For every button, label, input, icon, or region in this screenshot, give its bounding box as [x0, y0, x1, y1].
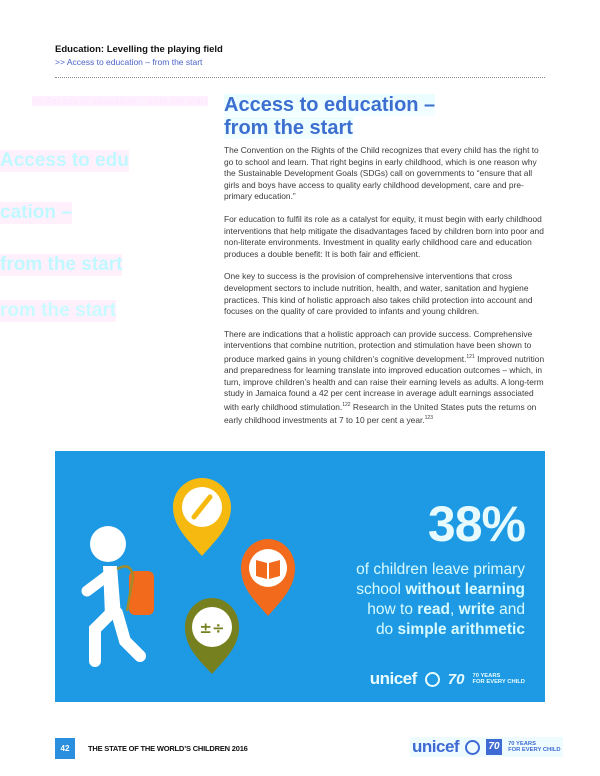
seventy-logo: 70	[486, 739, 502, 755]
stat-text: and	[494, 601, 525, 618]
globe-icon	[465, 740, 480, 755]
ghost-text: cation –	[0, 202, 72, 223]
anniversary-tagline	[472, 673, 525, 686]
article-body	[224, 145, 546, 438]
footer-unicef-logo	[410, 737, 563, 757]
stat-percentage: 38%	[427, 496, 525, 552]
tagline-line: 70 YEARS	[472, 672, 501, 679]
paragraph: One key to success is the provision of comprehensive interventions that cross development sectors to include nutrition, health, and water, sanitation and hygiene practices. This kind of holistic approach also takes child protection into account and focuses on the quality of care provided to infants and young children.	[224, 271, 533, 317]
paragraph: For education to fulfil its role as a catalyst for equity, it must begin with early childhood interventions that help mitigate the disadvantages faced by children born into poor and non-literate environments. Investment in quality early childhood care and education produces a double benefit: It is both fair and efficient.	[224, 213, 544, 259]
ghost-text: from the start	[0, 254, 123, 275]
paragraph-text: Research in the United States puts the returns on early childhood investments at 7 to 10 per cent a year.	[224, 401, 537, 426]
stat-emphasis: read	[417, 601, 451, 618]
stat-text: school	[356, 581, 406, 598]
article-title	[224, 94, 544, 140]
stat-text: do	[375, 621, 398, 638]
page-number: 42	[55, 738, 75, 759]
dotted-divider	[55, 77, 545, 78]
tagline-line: 70 YEARS	[508, 740, 536, 747]
math-pin-icon	[185, 598, 239, 674]
svg-text:±÷: ±÷	[199, 619, 225, 637]
footnote-ref[interactable]: 121	[466, 353, 475, 360]
infographic-box	[55, 451, 545, 702]
ghost-breadcrumb: >> Access to education – from the start	[32, 96, 208, 106]
paragraph-text: There are indications that a holistic approach can provide success. Comprehensive interventions that combine nutrition, protection and stimulation have been shown to produce marked gains in young children’s cognitive development.	[224, 328, 533, 364]
breadcrumb[interactable]: >> Access to education – from the start	[55, 57, 203, 67]
publication-title: THE STATE OF THE WORLD’S CHILDREN 2016	[88, 744, 248, 753]
unicef-wordmark: unicef	[412, 737, 460, 756]
pencil-pin-icon	[173, 478, 231, 556]
anniversary-tagline	[508, 741, 561, 754]
globe-icon	[425, 672, 440, 687]
ghost-text: Access to edu	[0, 150, 129, 171]
stat-text: how to	[367, 601, 418, 618]
footnote-ref[interactable]: 123	[424, 415, 433, 422]
child-with-backpack-icon	[87, 526, 154, 661]
article-title-line-2: from the start	[224, 117, 353, 139]
stat-emphasis: without learning	[405, 581, 525, 598]
stat-description	[285, 560, 525, 640]
section-title: Education: Levelling the playing field	[55, 44, 223, 55]
article-title-line-1: Access to education –	[224, 94, 436, 116]
paragraph	[224, 329, 546, 427]
seventy-logo: 70	[447, 670, 465, 688]
unicef-logo	[370, 669, 525, 689]
footnote-ref[interactable]: 122	[342, 402, 351, 409]
paragraph: The Convention on the Rights of the Child recognizes that every child has the right to go to school and learn. That right begins in early childhood, which is one reason why the Sustainable Development Goals (SDGs) call on governments to “ensure that all girls and boys have access to quality early childhood development, care and pre-primary education.”	[224, 145, 539, 202]
tagline-line: FOR EVERY CHILD	[472, 679, 525, 685]
stat-text: of children leave primary	[356, 561, 525, 578]
tagline-line: FOR EVERY CHILD	[508, 747, 561, 753]
paragraph-text: Improved nutrition and preparedness for learning translate into improved education outcomes – which, in turn, improve children’s health and can raise their earning levels as adults. A long-term study in Jamaica found a 42 per cent increase in average adult earnings associated with early childhood stimulation.	[224, 353, 545, 412]
stat-emphasis: write	[458, 601, 495, 618]
ghost-text: rom the start	[0, 300, 117, 321]
stat-emphasis: simple arithmetic	[397, 621, 525, 638]
stat-text: ,	[450, 601, 459, 618]
unicef-wordmark: unicef	[369, 669, 417, 688]
